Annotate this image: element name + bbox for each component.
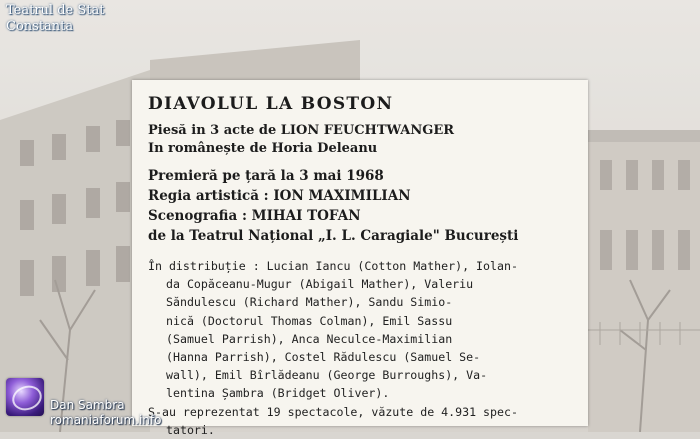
- cast-line: (Hanna Parrish), Costel Rădulescu (Samuel Se-: [166, 350, 481, 365]
- cast-line: lentina Șambra (Bridget Oliver).: [166, 386, 390, 401]
- origin-line: de la Teatrul Național „I. L. Caragiale" București: [148, 228, 519, 244]
- theatre-caption: [6, 3, 104, 35]
- caption-line-2: Constanta: [6, 19, 74, 34]
- scenography-line: Scenografia : MIHAI TOFAN: [148, 208, 361, 224]
- watermark: [50, 398, 161, 428]
- director-line: Regia artistică : ION MAXIMILIAN: [148, 188, 411, 204]
- premiere-line: Premieră pe țară la 3 mai 1968: [148, 168, 384, 184]
- performances-line: tatori.: [166, 422, 215, 437]
- cast-line: În distribuție : Lucian Iancu (Cotton Mather), Iolan-: [148, 259, 518, 273]
- play-author-line: Piesă in 3 acte de LION FEUCHTWANGER: [148, 123, 455, 138]
- performances-line: S-au reprezentat 19 spectacole, văzute de 4.931 spec-: [148, 404, 518, 419]
- cast-line: Săndulescu (Richard Mather), Sandu Simio-: [166, 295, 453, 310]
- translator-line: In românește de Horia Deleanu: [148, 141, 378, 156]
- globe-icon: [6, 378, 44, 416]
- watermark-site: romaniaforum.info: [50, 413, 162, 427]
- cast-line: (Samuel Parrish), Anca Neculce-Maximilian: [166, 331, 453, 346]
- cast-list: [148, 257, 584, 439]
- program-clipping: [132, 80, 588, 437]
- cast-line: wall), Emil Bîrlădeanu (George Burroughs), Va-: [166, 368, 488, 383]
- caption-line-1: Teatrul de Stat: [6, 3, 105, 18]
- play-title: DIAVOLUL LA BOSTON: [148, 94, 394, 114]
- cast-line: nică (Doctorul Thomas Colman), Emil Sassu: [166, 313, 453, 328]
- cast-line: da Copăceanu-Mugur (Abigail Mather), Valeriu: [166, 277, 474, 292]
- watermark-name: Dan Sambra: [50, 398, 125, 412]
